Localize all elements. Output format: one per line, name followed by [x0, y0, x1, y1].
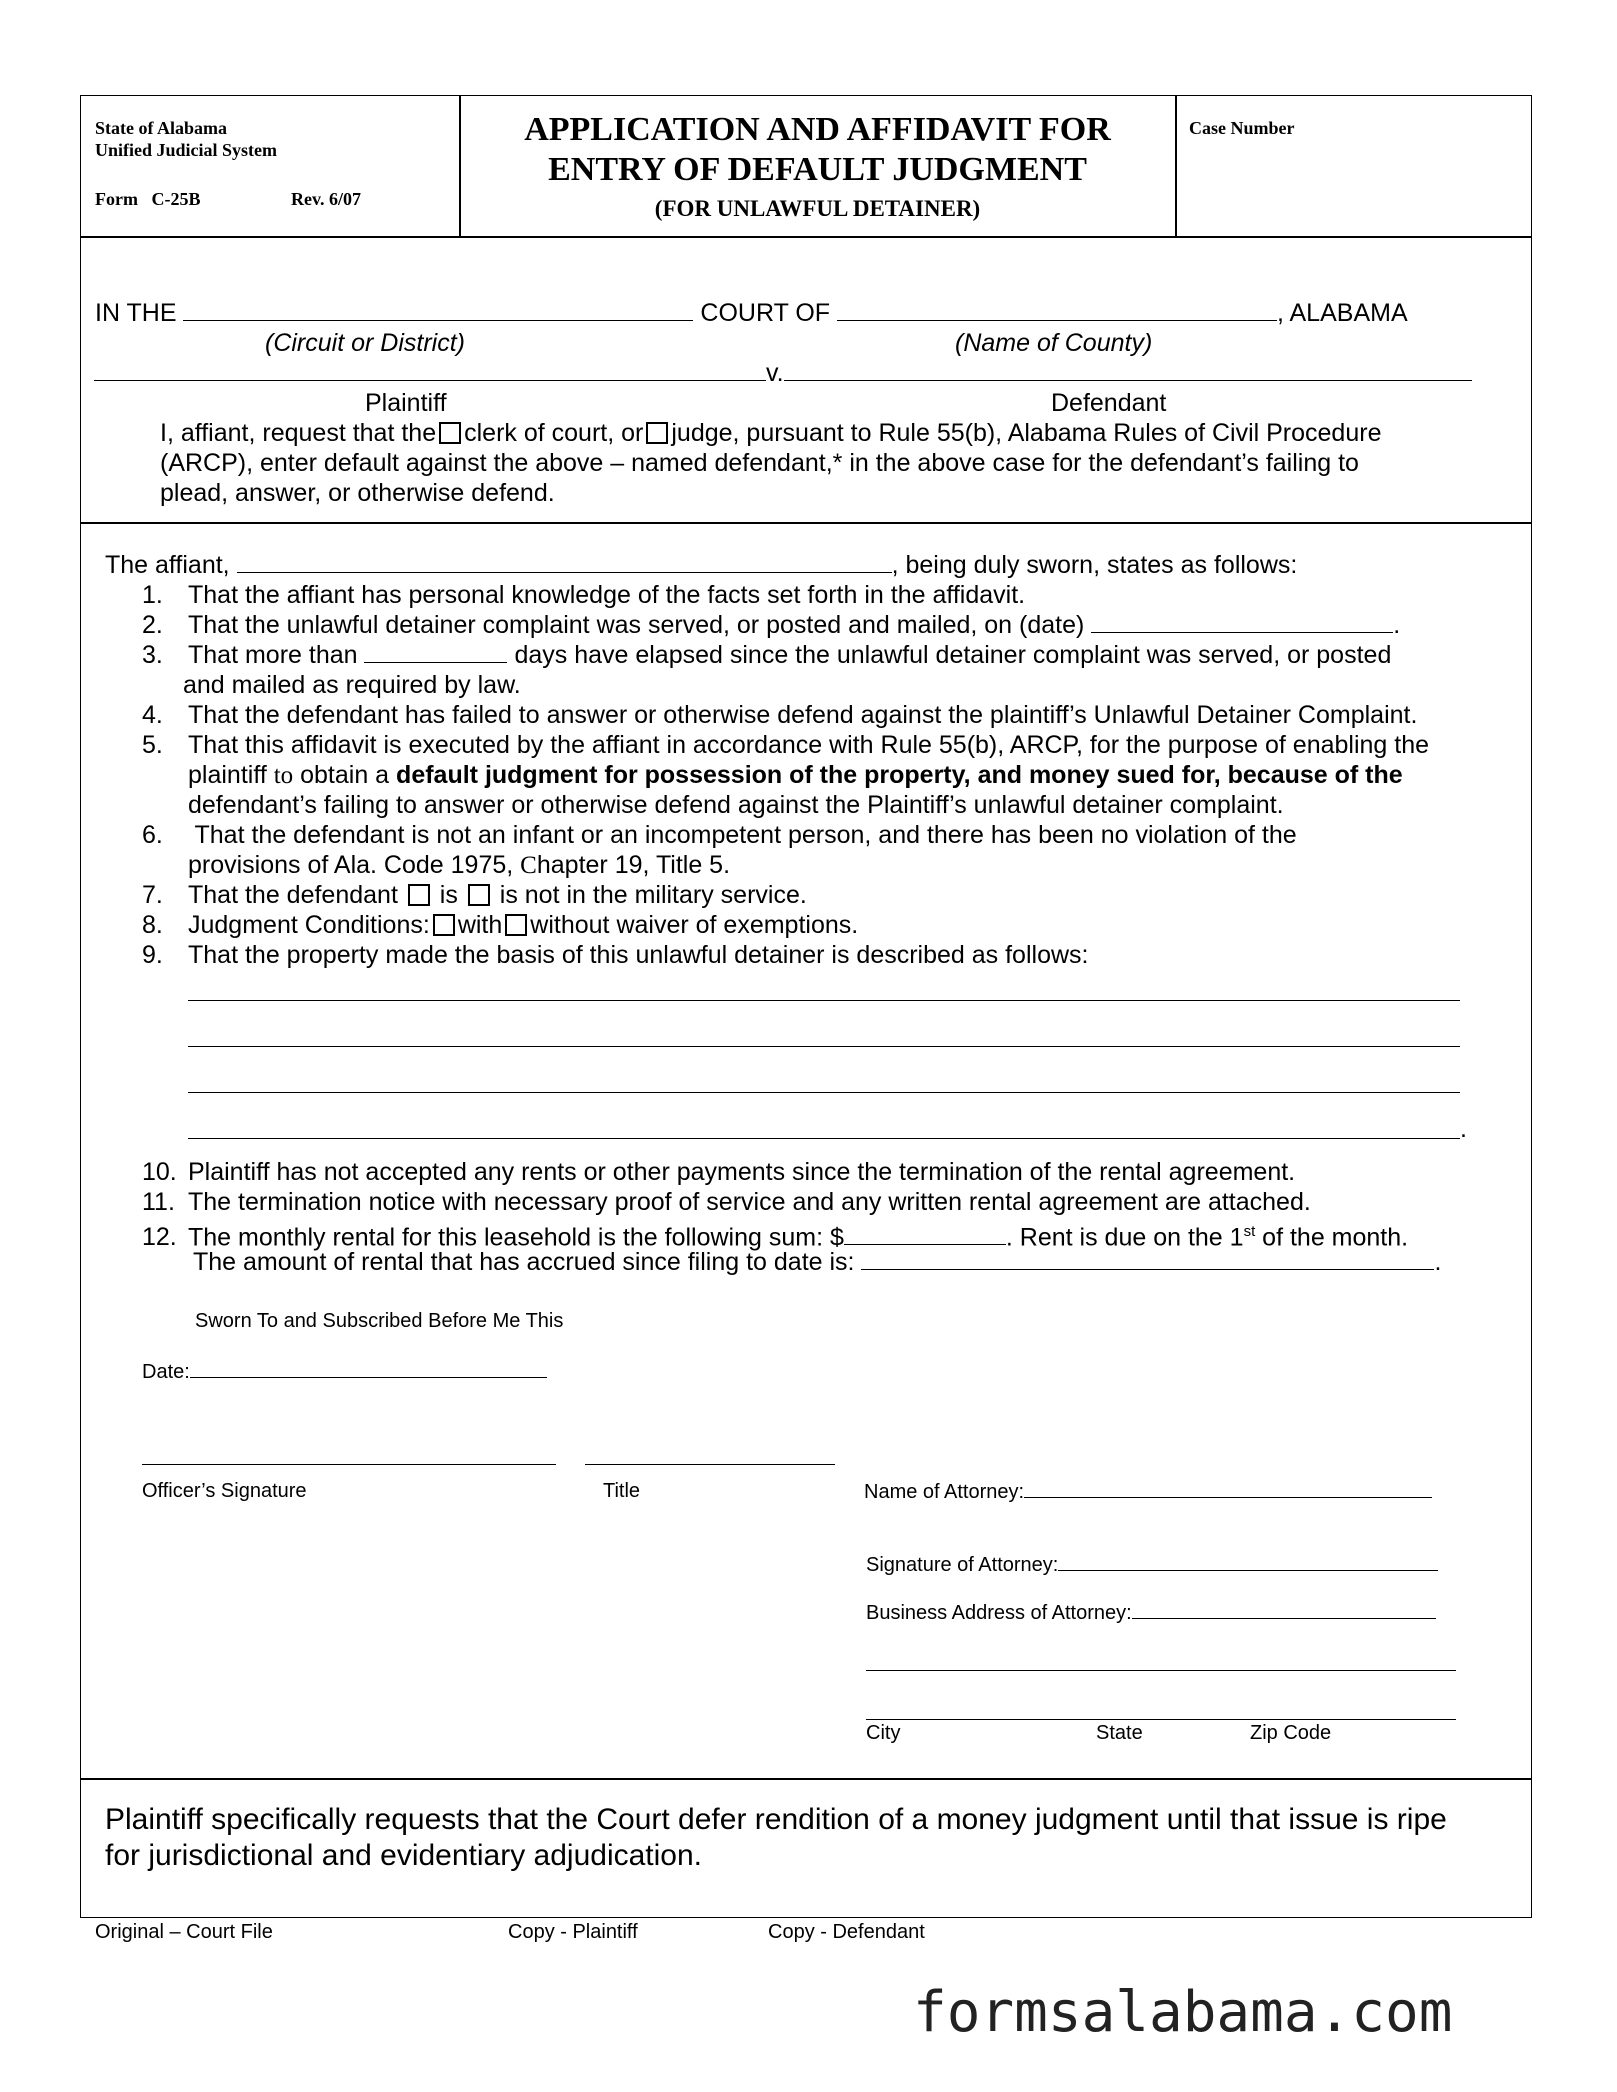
item-5-cont1: plaintiff to obtain a default judgment for possession of the property, and money sued for, because of the — [188, 761, 1403, 789]
sworn-statement: Sworn To and Subscribed Before Me This — [195, 1310, 564, 1332]
case-number-field[interactable] — [1189, 145, 1519, 225]
request-line2: (ARCP), enter default against the above – named defendant,* in the above case for the defendant’s failing to — [160, 449, 1359, 477]
item-11: 11. The termination notice with necessary proof of service and any written rental agreement are attached. — [142, 1188, 1311, 1216]
form-subtitle: (FOR UNLAWFUL DETAINER) — [654, 196, 981, 221]
attorney-address-line-2[interactable] — [866, 1670, 1456, 1671]
city-state-zip-field[interactable] — [866, 1719, 1456, 1720]
item-10: 10. Plaintiff has not accepted any rents or other payments since the termination of the rental agreement. — [142, 1158, 1296, 1186]
without-waiver-checkbox[interactable] — [505, 914, 527, 936]
distribution-copy-plaintiff: Copy - Plaintiff — [508, 1921, 638, 1943]
accrued-rent-field[interactable] — [861, 1249, 1434, 1270]
attorney-signature-field[interactable] — [1058, 1552, 1438, 1571]
attorney-address-field[interactable] — [1132, 1600, 1436, 1619]
date-label: Date: — [142, 1361, 190, 1383]
distribution-original: Original – Court File — [95, 1921, 273, 1943]
days-elapsed-field[interactable] — [364, 642, 507, 663]
form-title-line2: ENTRY OF DEFAULT JUDGMENT — [548, 151, 1087, 188]
defendant-field[interactable] — [784, 360, 1472, 381]
attorney-address-row — [866, 1600, 1436, 1625]
defer-statement-line1: Plaintiff specifically requests that the Court defer rendition of a money judgment until that issue is ripe — [105, 1803, 1447, 1836]
court-section-bottom-rule — [80, 522, 1532, 524]
header-divider-right — [1175, 95, 1177, 236]
property-description-line-2[interactable] — [188, 1046, 1460, 1047]
header-bottom-rule — [80, 236, 1532, 238]
attorney-address-label: Business Address of Attorney: — [866, 1602, 1132, 1624]
alabama-label: , ALABAMA — [1277, 299, 1408, 327]
property-description-line-3[interactable] — [188, 1092, 1460, 1093]
item-3-cont: and mailed as required by law. — [183, 671, 521, 699]
defer-section-top-rule — [80, 1778, 1532, 1780]
county-field[interactable] — [837, 300, 1277, 321]
with-waiver-checkbox[interactable] — [433, 914, 455, 936]
court-line — [95, 298, 1408, 328]
property-description-line-1[interactable] — [188, 1000, 1460, 1001]
versus-label: v. — [766, 359, 784, 387]
item-5: 5. That this affidavit is executed by the affiant in accordance with Rule 55(b), ARCP, for the purpose of enabling the — [142, 731, 1430, 759]
circuit-or-district-caption: (Circuit or District) — [265, 329, 465, 357]
zip-code-label: Zip Code — [1250, 1722, 1332, 1744]
item-12: 12. The monthly rental for this leasehold is the following sum: $ . Rent is due on the 1st of the month. — [142, 1223, 1409, 1252]
form-title-line1: APPLICATION AND AFFIDAVIT FOR — [524, 111, 1111, 148]
system-name: Unified Judicial System — [95, 140, 278, 160]
attorney-signature-row — [866, 1552, 1438, 1577]
title-label: Title — [603, 1480, 641, 1502]
item-6-cont: provisions of Ala. Code 1975, Chapter 19, Title 5. — [188, 851, 731, 879]
officer-signature-field[interactable] — [142, 1464, 556, 1465]
plaintiff-caption: Plaintiff — [365, 389, 447, 417]
judge-checkbox[interactable] — [646, 422, 668, 444]
defer-statement-line2: for jurisdictional and evidentiary adjudication. — [105, 1839, 703, 1872]
item-1: 1. That the affiant has personal knowledge of the facts set forth in the affidavit. — [142, 581, 1026, 609]
item-4: 4. That the defendant has failed to answer or otherwise defend against the plaintiff’s Unlawful Detainer Complaint. — [142, 701, 1418, 729]
attorney-name-row — [864, 1479, 1432, 1504]
monthly-rent-field[interactable] — [844, 1224, 1006, 1245]
item-9: 9. That the property made the basis of this unlawful detainer is described as follows: — [142, 941, 1089, 969]
item-7: 7. That the defendant is is not in the military service. — [142, 881, 807, 909]
property-description-line-4[interactable] — [188, 1138, 1460, 1139]
request-line1: I, affiant, request that the clerk of court, or judge, pursuant to Rule 55(b), Alabama Rules of Civil Procedure — [160, 419, 1382, 447]
military-is-checkbox[interactable] — [408, 884, 430, 906]
state-label: State — [1096, 1722, 1143, 1744]
title-field[interactable] — [585, 1464, 835, 1465]
military-is-not-checkbox[interactable] — [468, 884, 490, 906]
distribution-copy-defendant: Copy - Defendant — [768, 1921, 925, 1943]
item-5-cont2: defendant’s failing to answer or otherwise defend against the Plaintiff’s unlawful detainer complaint. — [188, 791, 1284, 819]
attorney-name-label: Name of Attorney: — [864, 1481, 1025, 1503]
state-name: State of Alabama — [95, 118, 227, 138]
header-title-block — [460, 110, 1175, 224]
watermark: formsalabama.com — [913, 1980, 1453, 2045]
attorney-signature-label: Signature of Attorney: — [866, 1554, 1059, 1576]
revision: Rev. 6/07 — [291, 189, 361, 209]
plaintiff-field[interactable] — [94, 360, 766, 381]
form-number: Form C-25B — [95, 189, 201, 209]
item-8: 8. Judgment Conditions: with without waiver of exemptions. — [142, 911, 859, 939]
item-2: 2. That the unlawful detainer complaint was served, or posted and mailed, on (date) . — [142, 611, 1401, 639]
item-6: 6. That the defendant is not an infant or an incompetent person, and there has been no violation of the — [142, 821, 1297, 849]
item-3: 3. That more than days have elapsed since the unlawful detainer complaint was served, or posted — [142, 641, 1392, 669]
request-line3: plead, answer, or otherwise defend. — [160, 479, 555, 507]
item-12-cont: The amount of rental that has accrued since filing to date is: . — [193, 1248, 1442, 1276]
attorney-name-field[interactable] — [1024, 1479, 1432, 1498]
affiant-name-field[interactable] — [237, 552, 892, 573]
date-row — [142, 1359, 547, 1384]
property-description-end: . — [1460, 1115, 1467, 1143]
clerk-checkbox[interactable] — [439, 422, 461, 444]
defendant-caption: Defendant — [1051, 389, 1167, 417]
case-number-label: Case Number — [1189, 118, 1295, 138]
date-field[interactable] — [190, 1359, 547, 1378]
city-label: City — [866, 1722, 901, 1744]
circuit-or-district-field[interactable] — [183, 300, 693, 321]
affiant-intro: The affiant, , being duly sworn, states as follows: — [105, 551, 1298, 579]
served-date-field[interactable] — [1091, 612, 1393, 633]
county-caption: (Name of County) — [955, 329, 1153, 357]
in-the-label: IN THE — [95, 299, 177, 327]
party-line — [94, 358, 1472, 388]
officer-signature-label: Officer’s Signature — [142, 1480, 307, 1502]
court-of-label: COURT OF — [700, 299, 831, 327]
